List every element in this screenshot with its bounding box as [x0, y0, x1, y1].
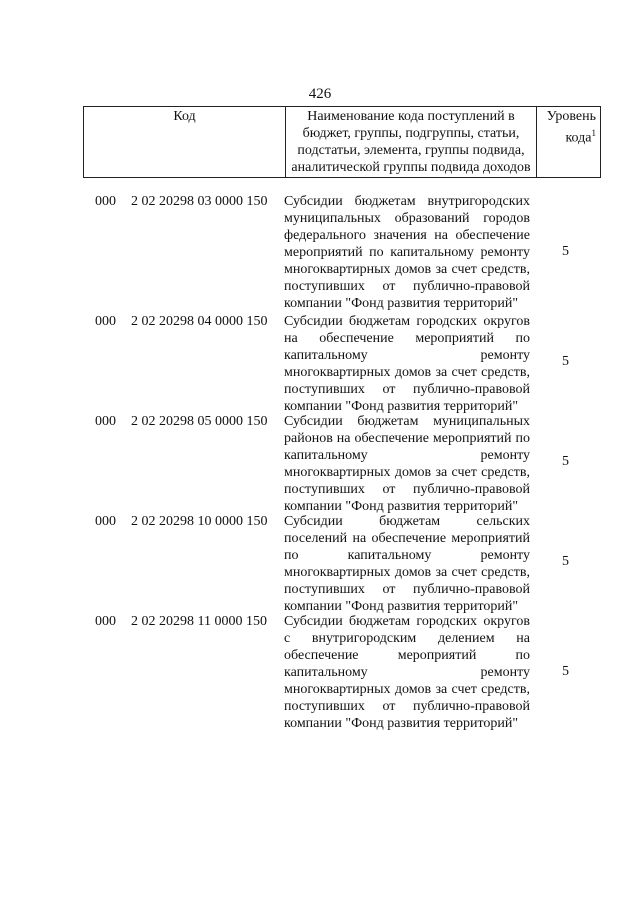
budget-code: 2 02 20298 10 0000 150	[131, 514, 268, 529]
header-row	[84, 107, 601, 178]
row-description: Субсидии бюджетам городских округов на обеспечение мероприятий по капитальному ремонту многоквартирных домов за счет средств, поступивших от публично-правовой компании "Фонд развития территорий"	[284, 314, 530, 414]
admin-code: 000	[95, 414, 116, 429]
row-description: Субсидии бюджетам сельских поселений на обеспечение мероприятий по капитальному ремонту многоквартирных домов за счет средств, поступивших от публично-правовой компании "Фонд развития территорий"	[284, 514, 530, 614]
row-level: 5	[562, 554, 569, 569]
table-row	[0, 613, 640, 733]
header-code: Код	[84, 107, 286, 178]
header-name: Наименование кода поступлений в бюджет, группы, подгруппы, статьи, подстатьи, элемента, группы подвида, аналитической группы подвида доходов	[286, 107, 537, 178]
row-code	[95, 193, 268, 210]
admin-code: 000	[95, 194, 116, 209]
table-header	[83, 106, 601, 178]
income-code-list	[0, 193, 640, 733]
admin-code: 000	[95, 314, 116, 329]
row-level: 5	[562, 454, 569, 469]
row-code	[95, 413, 268, 430]
budget-code: 2 02 20298 05 0000 150	[131, 414, 268, 429]
row-description: Субсидии бюджетам внутригородских муниципальных образований городов федерального значения на обеспечение мероприятий по капитальному ремонту многоквартирных домов за счет средств, поступивших от публично-правовой компании "Фонд развития территорий"	[284, 194, 530, 311]
admin-code: 000	[95, 514, 116, 529]
row-level: 5	[562, 244, 569, 259]
admin-code: 000	[95, 614, 116, 629]
row-description: Субсидии бюджетам городских округов с внутригородским делением на обеспечение мероприятий по капитальному ремонту многоквартирных домов за счет средств, поступивших от публично-правовой компании "Фонд развития территорий"	[284, 614, 530, 731]
table-row	[0, 193, 640, 313]
header-level	[537, 107, 601, 178]
row-code	[95, 613, 267, 630]
table-row	[0, 313, 640, 413]
footnote-marker: 1	[591, 128, 596, 138]
budget-code: 2 02 20298 11 0000 150	[131, 614, 267, 629]
row-level: 5	[562, 664, 569, 679]
row-code	[95, 513, 268, 530]
table-row	[0, 413, 640, 513]
page-number: 426	[308, 86, 332, 102]
row-level: 5	[562, 354, 569, 369]
row-description: Субсидии бюджетам муниципальных районов на обеспечение мероприятий по капитальному ремонту многоквартирных домов за счет средств, поступивших от публично-правовой компании "Фонд развития территорий"	[284, 414, 530, 514]
header-level-label: Уровень кода	[546, 109, 596, 146]
budget-code: 2 02 20298 04 0000 150	[131, 314, 268, 329]
row-code	[95, 313, 268, 330]
table-row	[0, 513, 640, 613]
budget-code: 2 02 20298 03 0000 150	[131, 194, 268, 209]
